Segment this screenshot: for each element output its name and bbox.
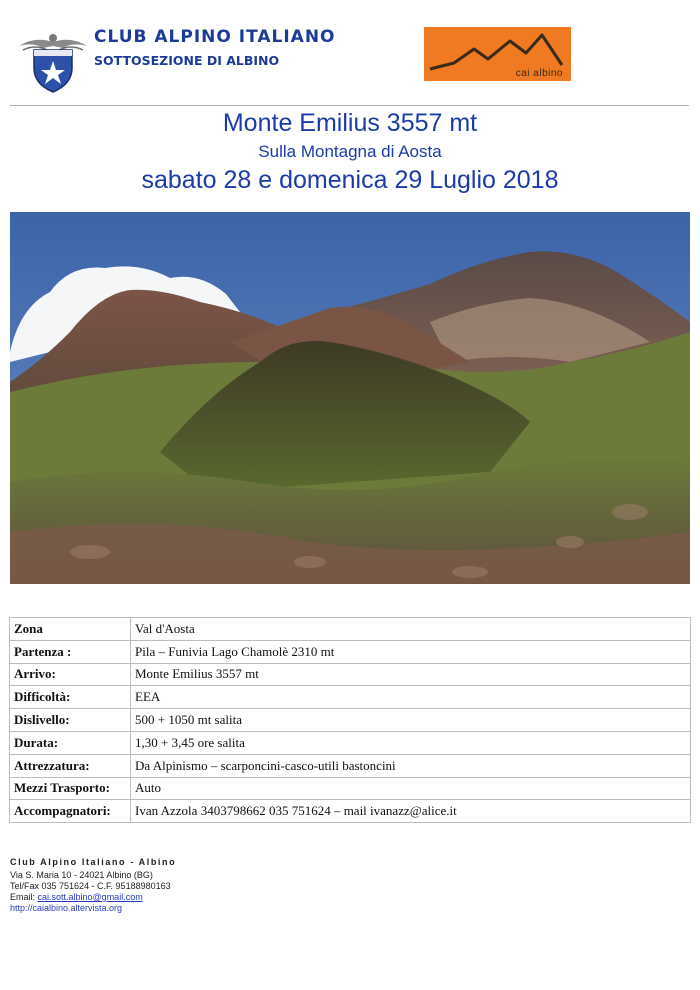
table-row: [10, 754, 691, 777]
table-row: [10, 800, 691, 823]
event-dates: sabato 28 e domenica 29 Luglio 2018: [141, 166, 559, 194]
row-label: Durata:: [10, 731, 131, 754]
header-divider: [10, 105, 689, 106]
cai-albino-logo: [424, 27, 571, 81]
footer-address: Via S. Maria 10 - 24021 Albino (BG): [10, 870, 153, 880]
footer-org: Club Alpino Italiano - Albino: [10, 857, 177, 867]
footer: [10, 857, 176, 914]
albino-logo-text: cai albino: [515, 68, 563, 79]
mountain-photo: [10, 212, 690, 584]
footer-website-link[interactable]: http://caialbino.altervista.org: [10, 903, 123, 913]
row-label: Zona: [10, 618, 131, 641]
table-row: [10, 777, 691, 800]
excursion-info-table: [9, 617, 691, 823]
row-label: Difficoltà:: [10, 686, 131, 709]
table-row: [10, 618, 691, 641]
footer-email-line: [10, 892, 176, 903]
row-label: Accompagnatori:: [10, 800, 131, 823]
row-value: 500 + 1050 mt salita: [131, 709, 691, 732]
row-value: Ivan Azzola 3403798662 035 751624 – mail ivanazz@alice.it: [131, 800, 691, 823]
mountain-title: Monte Emilius 3557 mt: [222, 109, 478, 137]
row-label: Arrivo:: [10, 663, 131, 686]
row-value: Monte Emilius 3557 mt: [131, 663, 691, 686]
row-label: Dislivello:: [10, 709, 131, 732]
row-value: Pila – Funivia Lago Chamolè 2310 mt: [131, 640, 691, 663]
row-value: EEA: [131, 686, 691, 709]
table-row: [10, 663, 691, 686]
footer-email-label: Email:: [10, 892, 38, 902]
row-label: Attrezzatura:: [10, 754, 131, 777]
row-value: Auto: [131, 777, 691, 800]
table-row: [10, 686, 691, 709]
row-label: Partenza :: [10, 640, 131, 663]
footer-telfax: Tel/Fax 035 751624 - C.F. 95188980163: [10, 881, 171, 891]
row-value: 1,30 + 3,45 ore salita: [131, 731, 691, 754]
event-subtitle: Sulla Montagna di Aosta: [258, 142, 442, 161]
row-value: Val d'Aosta: [131, 618, 691, 641]
row-value: Da Alpinismo – scarponcini-casco-utili bastoncini: [131, 754, 691, 777]
row-label: Mezzi Trasporto:: [10, 777, 131, 800]
org-subtitle: SOTTOSEZIONE DI ALBINO: [94, 53, 280, 68]
cai-emblem-icon: [17, 28, 89, 94]
org-title: CLUB ALPINO ITALIANO: [94, 27, 336, 47]
table-row: [10, 640, 691, 663]
table-row: [10, 709, 691, 732]
footer-email-link[interactable]: cai.sott.albino@gmail.com: [37, 892, 143, 902]
table-row: [10, 731, 691, 754]
